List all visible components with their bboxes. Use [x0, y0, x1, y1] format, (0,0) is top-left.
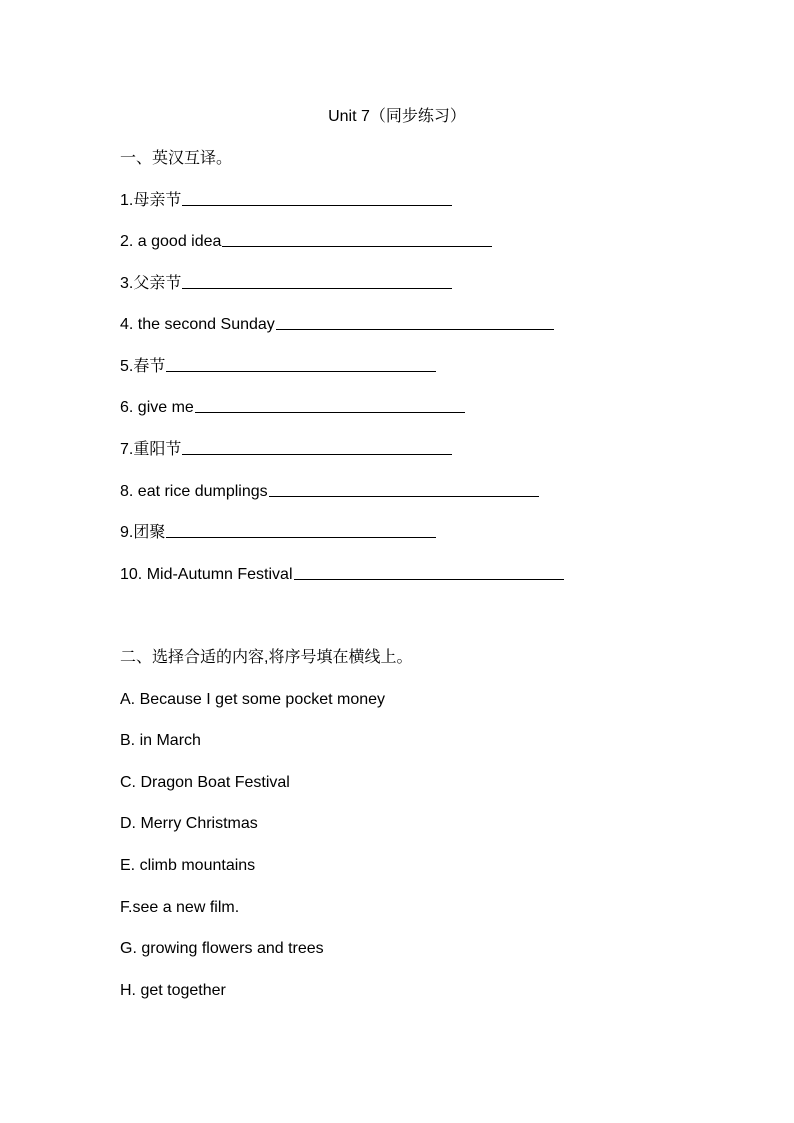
choice-option-d: D. Merry Christmas: [120, 815, 258, 832]
answer-blank[interactable]: [166, 536, 436, 538]
choice-option-g: G. growing flowers and trees: [120, 940, 324, 957]
choice-option-b: B. in March: [120, 732, 201, 749]
choice-option-c: C. Dragon Boat Festival: [120, 774, 290, 791]
translation-item-label: 4. the second Sunday: [120, 316, 275, 333]
translation-item-4: [120, 314, 554, 336]
answer-blank[interactable]: [222, 245, 492, 247]
answer-blank[interactable]: [166, 370, 436, 372]
answer-blank[interactable]: [182, 453, 452, 455]
translation-item-5: [120, 356, 436, 378]
translation-item-7: [120, 439, 452, 461]
choice-option-h: H. get together: [120, 982, 226, 999]
section1-heading: 一、英汉互译。: [120, 150, 233, 167]
translation-item-label: 9.团聚: [120, 524, 166, 541]
choice-option-f: F.see a new film.: [120, 899, 240, 916]
translation-item-label: 3.父亲节: [120, 275, 182, 292]
choice-option-a: A. Because I get some pocket money: [120, 691, 386, 708]
answer-blank[interactable]: [182, 204, 452, 206]
translation-item-1: [120, 190, 452, 212]
translation-item-2: [120, 231, 492, 253]
translation-item-label: 8. eat rice dumplings: [120, 483, 268, 500]
answer-blank[interactable]: [269, 495, 539, 497]
translation-item-label: 6. give me: [120, 399, 194, 416]
translation-item-9: [120, 522, 436, 544]
answer-blank[interactable]: [182, 287, 452, 289]
choice-option-e: E. climb mountains: [120, 857, 256, 874]
answer-blank[interactable]: [294, 578, 564, 580]
translation-item-label: 2. a good idea: [120, 233, 222, 250]
translation-item-label: 7.重阳节: [120, 441, 182, 458]
translation-item-8: [120, 481, 539, 503]
translation-item-3: [120, 273, 452, 295]
answer-blank[interactable]: [195, 411, 465, 413]
translation-item-label: 10. Mid-Autumn Festival: [120, 566, 293, 583]
translation-item-10: [120, 564, 564, 586]
answer-blank[interactable]: [276, 328, 554, 330]
page-title: Unit 7（同步练习）: [328, 108, 466, 125]
section2-heading: 二、选择合适的内容,将序号填在横线上。: [120, 649, 413, 666]
translation-item-label: 1.母亲节: [120, 192, 182, 209]
translation-item-6: [120, 397, 465, 419]
translation-item-label: 5.春节: [120, 358, 166, 375]
